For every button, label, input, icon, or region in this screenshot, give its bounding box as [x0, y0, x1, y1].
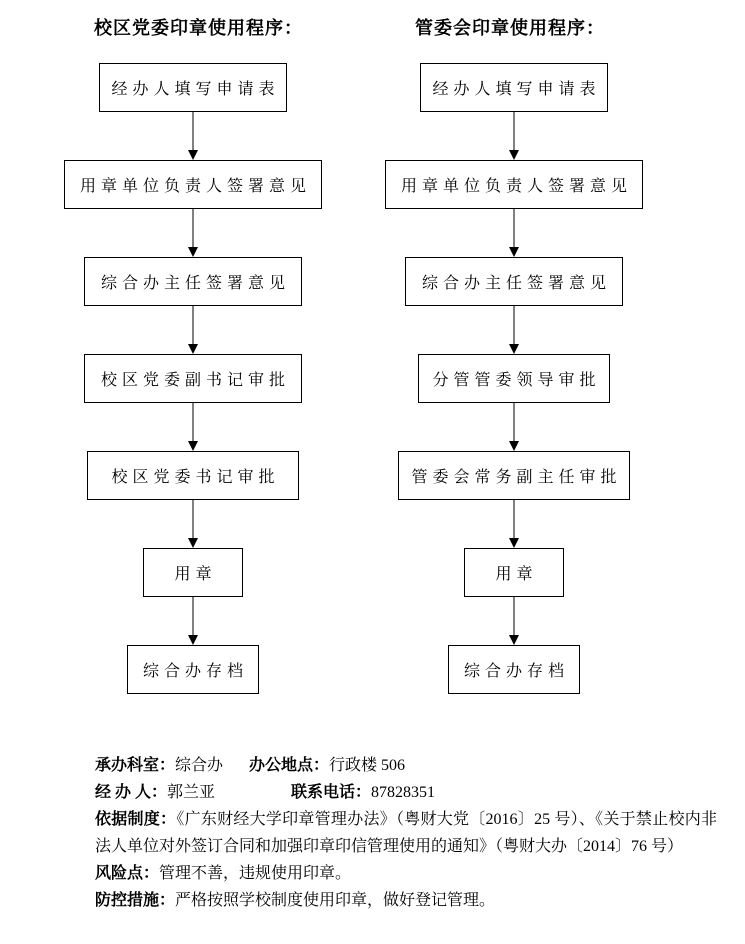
- control-measures-value: 严格按照学校制度使用印章，做好登记管理。: [175, 892, 496, 909]
- info-line-risk: [95, 860, 717, 887]
- down-arrow-connector: [187, 112, 199, 160]
- flowchart-management-committee: [349, 16, 679, 694]
- down-arrow-connector: [187, 306, 199, 354]
- department-value: 综合办: [175, 757, 224, 774]
- flow-step-box: 用章: [464, 548, 564, 597]
- flow-step-box: 校区党委书记审批: [87, 451, 299, 500]
- info-line-control: [95, 887, 717, 914]
- flow-step-box: 管委会常务副主任审批: [398, 451, 630, 500]
- flow-step-box: 综合办存档: [448, 645, 580, 694]
- flow-step-box: 用章: [143, 548, 243, 597]
- phone-label: 联系电话：: [291, 784, 372, 801]
- handler-label: 经 办 人：: [95, 784, 168, 801]
- control-measures-label: 防控措施：: [95, 892, 176, 909]
- flow-step-box: 校区党委副书记审批: [84, 354, 302, 403]
- down-arrow-connector: [508, 209, 520, 257]
- flowchart-title: 管委会印章使用程序：: [415, 18, 605, 38]
- flow-step-box: 综合办主任签署意见: [84, 257, 302, 306]
- down-arrow-connector: [187, 209, 199, 257]
- flow-step-box: 分管管委领导审批: [418, 354, 610, 403]
- flowchart-party-committee: [28, 16, 358, 694]
- flowchart-title: 校区党委印章使用程序：: [94, 18, 303, 38]
- down-arrow-connector: [187, 500, 199, 548]
- office-location-label: 办公地点：: [249, 757, 330, 774]
- flow-step-box: 用章单位负责人签署意见: [64, 160, 322, 209]
- down-arrow-connector: [187, 597, 199, 645]
- flow-step-box: 经办人填写申请表: [99, 63, 287, 112]
- down-arrow-connector: [508, 500, 520, 548]
- handler-value: 郭兰亚: [167, 784, 216, 801]
- info-line-basis: [95, 806, 717, 860]
- flow-step-box: 综合办存档: [127, 645, 259, 694]
- risk-label: 风险点：: [95, 865, 160, 882]
- info-line-department: [95, 752, 717, 779]
- down-arrow-connector: [508, 306, 520, 354]
- down-arrow-connector: [508, 597, 520, 645]
- down-arrow-connector: [187, 403, 199, 451]
- down-arrow-connector: [508, 403, 520, 451]
- info-block: [95, 752, 717, 914]
- department-label: 承办科室：: [95, 757, 176, 774]
- flow-step-box: 经办人填写申请表: [420, 63, 608, 112]
- office-location-value: 行政楼 506: [329, 757, 406, 774]
- flow-step-box: 用章单位负责人签署意见: [385, 160, 643, 209]
- basis-value: 《广东财经大学印章管理办法》（粤财大党〔2016〕25 号）、《关于禁止校内非法人单位对外签订合同和加强印章印信管理使用的通知》（粤财大办〔2014〕76 号）: [95, 811, 717, 855]
- info-line-handler: [95, 779, 717, 806]
- down-arrow-connector: [508, 112, 520, 160]
- phone-value: 87828351: [371, 784, 436, 801]
- flow-step-box: 综合办主任签署意见: [405, 257, 623, 306]
- basis-label: 依据制度：: [95, 811, 177, 828]
- risk-value: 管理不善，违规使用印章。: [159, 865, 352, 882]
